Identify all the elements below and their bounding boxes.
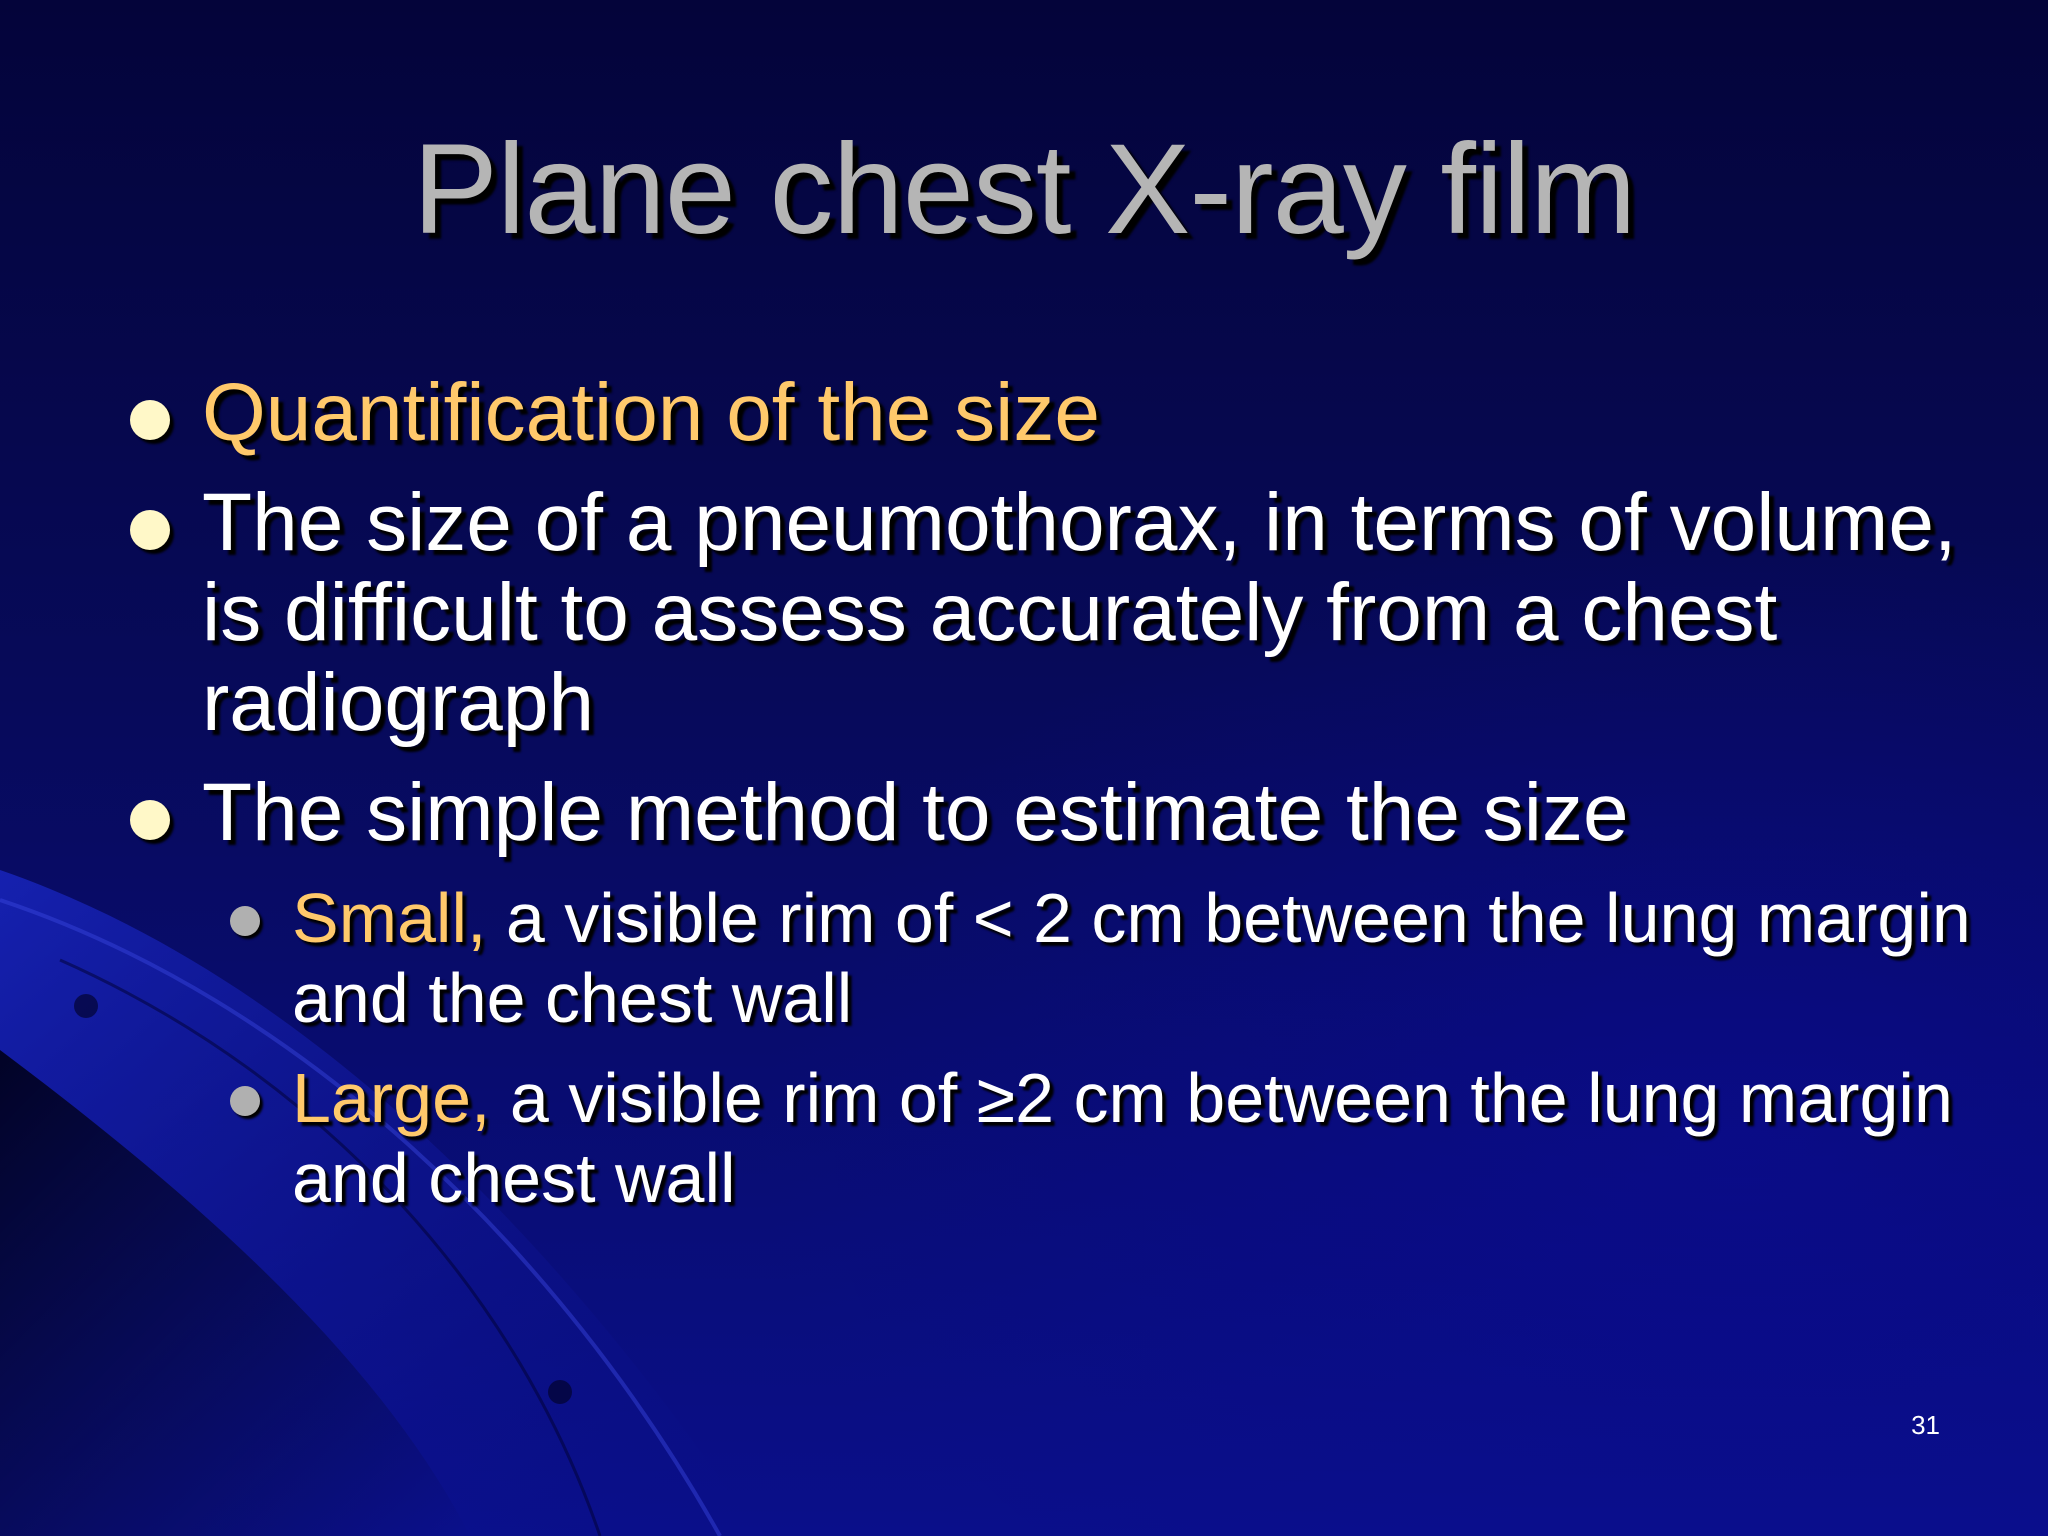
sub-bullet-item (210, 1058, 1980, 1218)
sub-bullet-term: Small, (292, 879, 487, 957)
bullet-text: Quantification of the size (202, 367, 1100, 458)
bullet-text: The simple method to estimate the size (202, 767, 1629, 858)
bullet-item (120, 768, 1980, 858)
bullet-list (120, 368, 1980, 1238)
bullet-item (120, 478, 1980, 748)
sub-bullet-dot-icon (230, 906, 260, 936)
sub-bullet-text: a visible rim of < 2 cm between the lung margin and the chest wall (292, 879, 1971, 1037)
bullet-item (120, 368, 1980, 458)
slide-title: Plane chest X-ray film (412, 118, 1636, 261)
bullet-dot-icon (130, 400, 170, 440)
sub-bullet-text: a visible rim of ≥2 cm between the lung margin and chest wall (292, 1059, 1953, 1217)
bullet-dot-icon (130, 800, 170, 840)
bullet-dot-icon (130, 510, 170, 550)
sub-bullet-item (210, 878, 1980, 1038)
sub-bullet-term: Large, (292, 1059, 491, 1137)
sub-bullet-dot-icon (230, 1086, 260, 1116)
bullet-text: The size of a pneumothorax, in terms of volume, is difficult to assess accurately from a chest radiograph (202, 477, 1957, 748)
page-number: 31 (1911, 1410, 1940, 1440)
